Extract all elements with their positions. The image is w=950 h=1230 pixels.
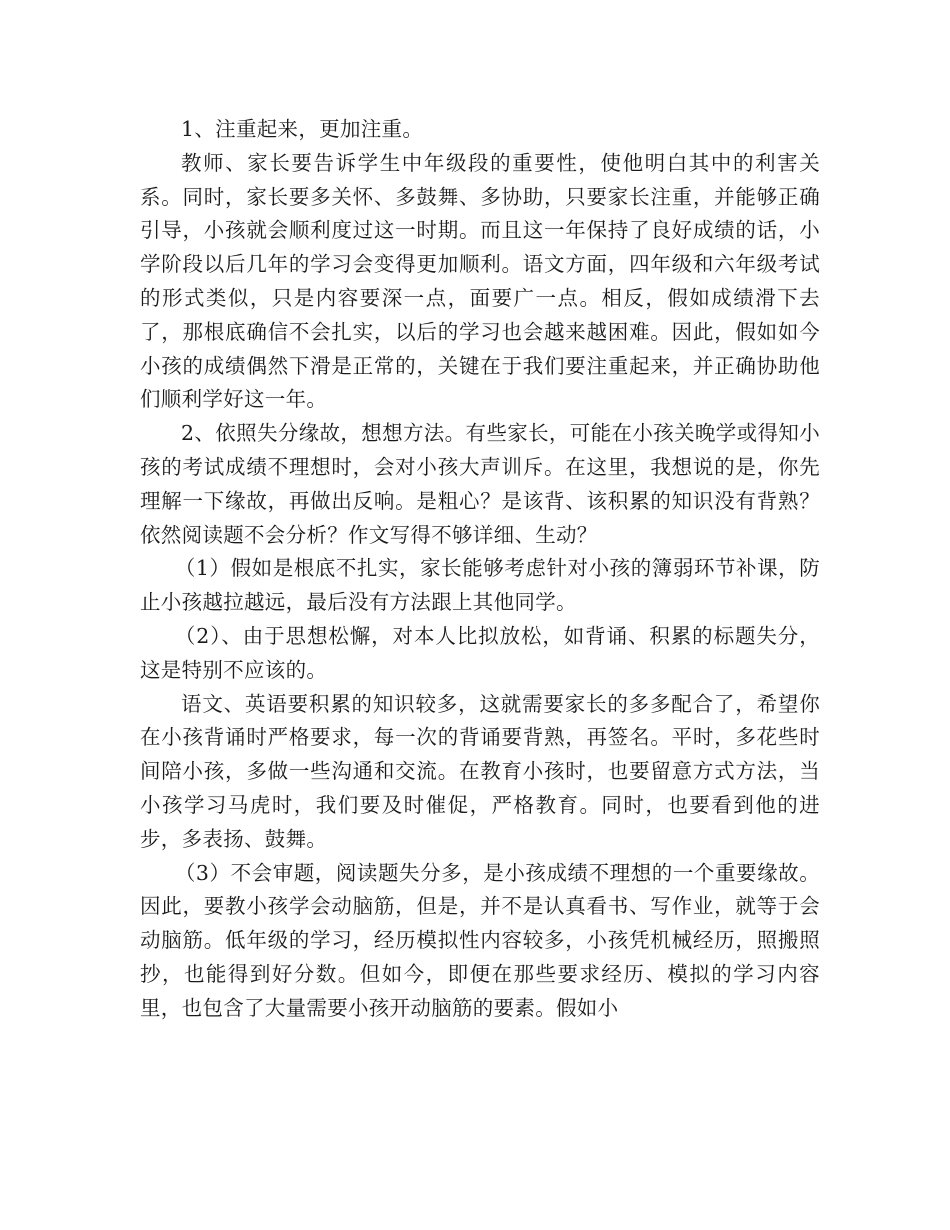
document-page <box>140 113 820 1026</box>
sub-item-2: （2）、由于思想松懈，对本人比拟放松，如背诵、积累的标题失分，这是特别不应该的。 <box>140 623 820 682</box>
section-heading-2: 2、依照失分缘故，想想方法。有些家长，可能在小孩关晚学或得知小孩的考试成绩不理想时，会对小孩大声训斥。在这里，我想说的是，你先理解一下缘故，再做出反响。是粗心？是该背、该积累的知识没有背熟？依然阅读题不会分析？作文写得不够详细、生动？ <box>140 421 820 547</box>
section-heading-1: 1、注重起来，更加注重。 <box>181 117 424 141</box>
sub-item-1: （1）假如是根底不扎实，家长能够考虑针对小孩的簿弱环节补课，防止小孩越拉越远，最后没有方法跟上其他同学。 <box>140 556 820 615</box>
sub-item-3: （3）不会审题，阅读题失分多，是小孩成绩不理想的一个重要缘故。因此，要教小孩学会动脑筋，但是，并不是认真看书、写作业，就等于会动脑筋。低年级的学习，经历模拟性内容较多，小孩凭机械经历，照搬照抄，也能得到好分数。但如今，即便在那些要求经历、模拟的学习内容里，也包含了大量需要小孩开动脑筋的要素。假如小 <box>140 860 820 1020</box>
body-paragraph-1: 教师、家长要告诉学生中年级段的重要性，使他明白其中的利害关系。同时，家长要多关怀、多鼓舞、多协助，只要家长注重，并能够正确引导，小孩就会顺利度过这一时期。而且这一年保持了良好成绩的话，小学阶段以后几年的学习会变得更加顺利。语文方面，四年级和六年级考试的形式类似，只是内容要深一点，面要广一点。相反，假如成绩滑下去了，那根底确信不会扎实，以后的学习也会越来越困难。因此，假如如今小孩的成绩偶然下滑是正常的，关键在于我们要注重起来，并正确协助他们顺利学好这一年。 <box>140 150 820 412</box>
body-paragraph-2: 语文、英语要积累的知识较多，这就需要家长的多多配合了，希望你在小孩背诵时严格要求，每一次的背诵要背熟，再签名。平时，多花些时间陪小孩，多做一些沟通和交流。在教育小孩时，也要留意方式方法，当小孩学习马虎时，我们要及时催促，严格教育。同时，也要看到他的进步，多表扬、鼓舞。 <box>140 691 820 851</box>
